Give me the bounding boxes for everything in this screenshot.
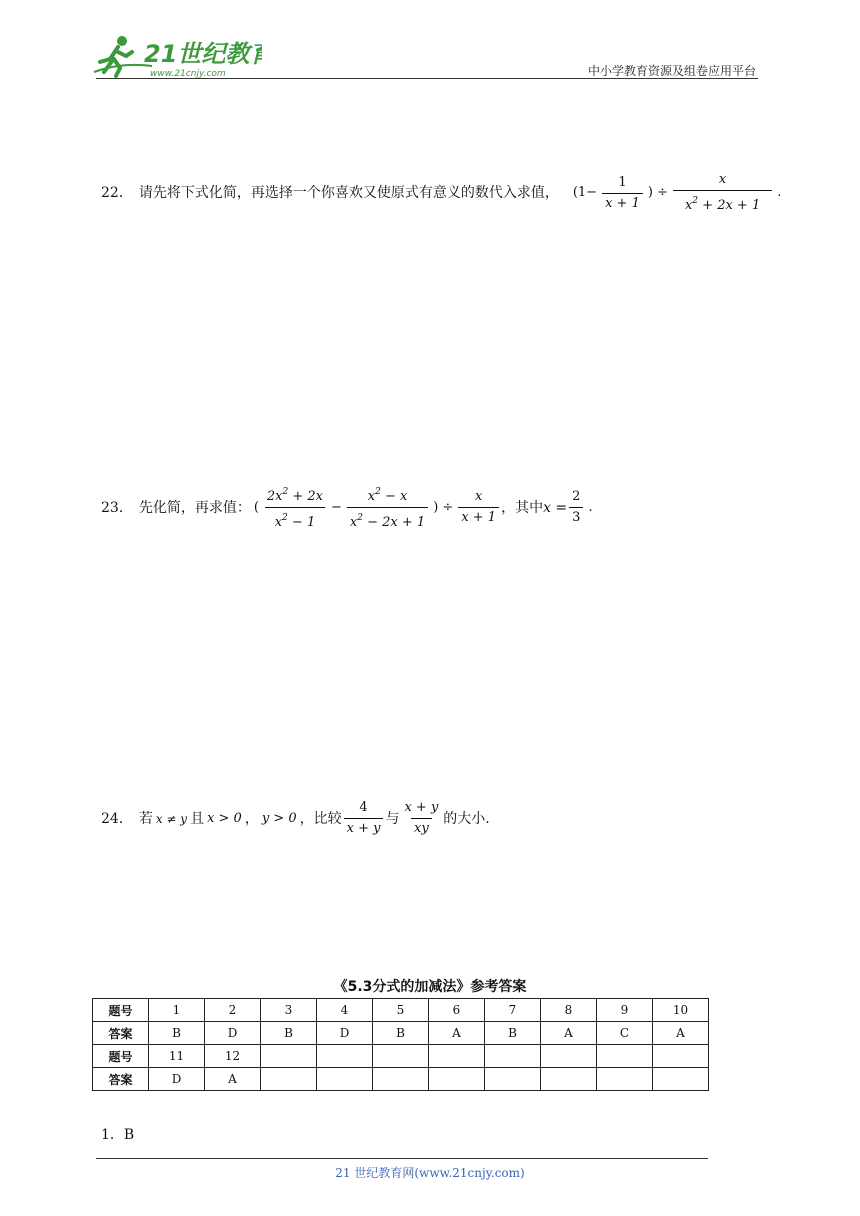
table-cell — [317, 1045, 373, 1068]
table-cell: A — [541, 1022, 597, 1045]
table-cell — [485, 1045, 541, 1068]
table-cell: 2 — [205, 999, 261, 1022]
question-23: 23． 先化简，再求值： ( $\frac{2x^2 + 2x}{x^2 - 1}$ − $\frac{x^2 - x}{x^2 - 2x + 1}$ ) ÷ $\frac{x}{x + 1}$ ，其中 x = $\frac{2}{3}$ . — [101, 484, 596, 531]
table-cell: 7 — [485, 999, 541, 1022]
table-cell: A — [429, 1022, 485, 1045]
fraction: $\frac{x^2 - x}{x^2 - 2x + 1}$ — [347, 484, 428, 531]
table-cell — [597, 1068, 653, 1091]
table-cell: 3 — [261, 999, 317, 1022]
table-cell — [597, 1045, 653, 1068]
fraction: $\frac{4}{x + y}$ — [344, 800, 384, 837]
table-cell: 12 — [205, 1045, 261, 1068]
table-row-answers — [93, 1068, 709, 1091]
question-number: 22． — [101, 185, 133, 201]
table-cell — [373, 1068, 429, 1091]
question-24: 24． 若 x ≠ y 且 x > 0 ， y > 0 ，比较 $\frac{4}{x + y}$ 与 $\frac{x + y}{xy}$ 的大小. — [101, 800, 490, 836]
question-text: 请先将下式化简，再选择一个你喜欢又使原式有意义的数代入求值， — [138, 185, 559, 201]
table-row-answers — [93, 1022, 709, 1045]
footer-source: 21 世纪教育网(www.21cnjy.com) — [335, 1166, 525, 1180]
table-cell — [541, 1045, 597, 1068]
table-cell — [373, 1045, 429, 1068]
table-cell: 6 — [429, 999, 485, 1022]
table-cell — [429, 1045, 485, 1068]
fraction: $\frac{x}{x^2 + 2x + 1}$ — [673, 172, 772, 214]
table-cell — [653, 1045, 709, 1068]
table-cell — [317, 1068, 373, 1091]
table-cell: A — [205, 1068, 261, 1091]
table-cell: 9 — [597, 999, 653, 1022]
table-cell: B — [373, 1022, 429, 1045]
table-cell: 8 — [541, 999, 597, 1022]
question-22: 22． 请先将下式化简，再选择一个你喜欢又使原式有意义的数代入求值， (1− $\frac{1}{x + 1}$ ) ÷ $\frac{x}{x^2 + 2x + 1}$ . — [101, 172, 782, 213]
table-cell: D — [205, 1022, 261, 1045]
table-row-label: 题号 — [93, 1045, 149, 1068]
table-cell: B — [261, 1022, 317, 1045]
question-text: 先化简，再求值： — [138, 499, 251, 516]
table-cell: D — [149, 1068, 205, 1091]
table-cell: 4 — [317, 999, 373, 1022]
site-tagline: 中小学教育资源及组卷应用平台 — [587, 64, 756, 78]
fraction: $\frac{2x^2 + 2x}{x^2 - 1}$ — [264, 484, 326, 531]
table-row-numbers — [93, 1045, 709, 1068]
table-cell — [653, 1068, 709, 1091]
fraction: $\frac{x + y}{xy}$ — [404, 800, 439, 836]
table-row-label: 答案 — [93, 1068, 149, 1091]
table-cell — [485, 1068, 541, 1091]
table-cell: 11 — [149, 1045, 205, 1068]
table-row-label: 题号 — [93, 999, 149, 1022]
svg-text:21世纪教育: 21世纪教育 — [144, 40, 262, 68]
table-cell: 1 — [149, 999, 205, 1022]
table-cell: B — [149, 1022, 205, 1045]
question-number: 24． — [101, 810, 133, 827]
table-cell — [261, 1045, 317, 1068]
header-divider — [96, 78, 758, 79]
fraction: $\frac{1}{x + 1}$ — [602, 175, 643, 212]
table-cell — [541, 1068, 597, 1091]
answer-table — [92, 998, 709, 1091]
table-cell: D — [317, 1022, 373, 1045]
answer-item-1: 1．B — [101, 1127, 135, 1143]
table-cell: C — [597, 1022, 653, 1045]
fraction: $\frac{x}{x + 1}$ — [458, 489, 499, 526]
table-cell — [261, 1068, 317, 1091]
footer-divider — [96, 1158, 708, 1159]
fraction: $\frac{2}{3}$ — [569, 489, 583, 526]
table-cell: A — [653, 1022, 709, 1045]
table-cell: 10 — [653, 999, 709, 1022]
table-cell — [429, 1068, 485, 1091]
table-row-label: 答案 — [93, 1022, 149, 1045]
table-cell: 5 — [373, 999, 429, 1022]
svg-text:www.21cnjy.com: www.21cnjy.com — [150, 69, 226, 79]
table-cell: B — [485, 1022, 541, 1045]
site-logo — [92, 32, 262, 80]
table-row-numbers — [93, 999, 709, 1022]
answer-key-title: 《5.3分式的加减法》参考答案 — [333, 979, 527, 995]
question-number: 23． — [101, 499, 133, 516]
